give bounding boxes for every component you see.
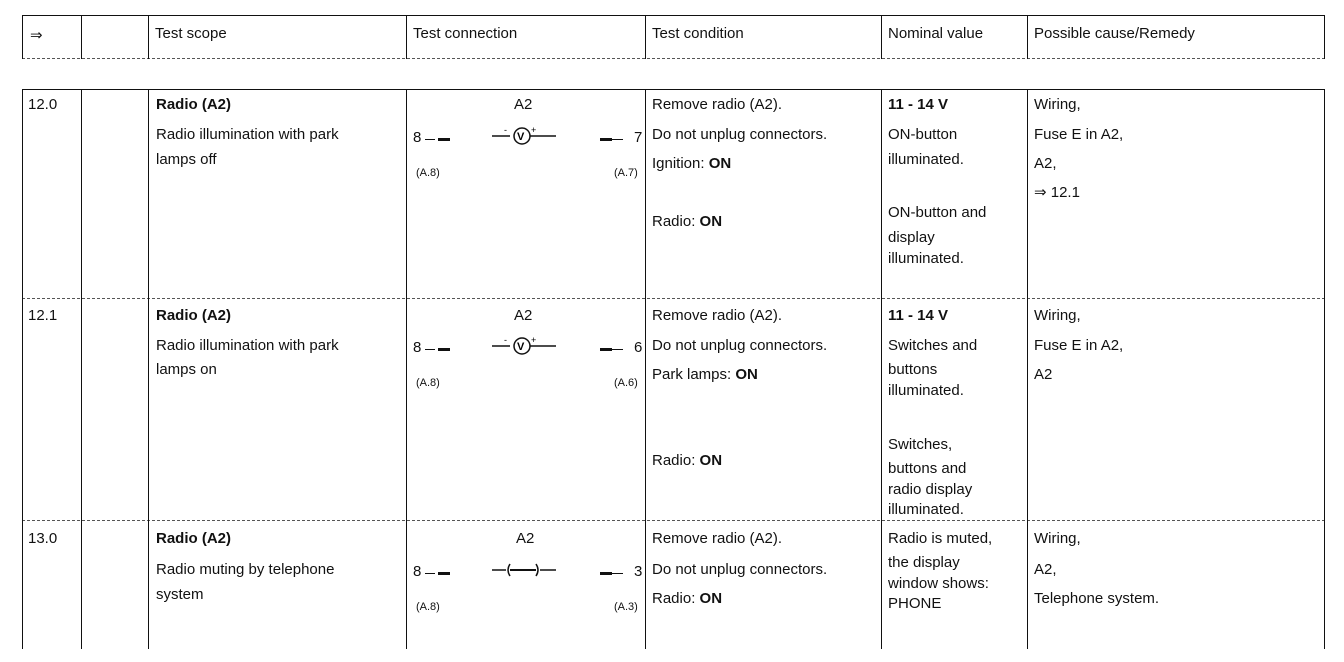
pin-left-ref: (A.8) <box>416 601 440 613</box>
pin-right-ref: (A.7) <box>614 167 638 179</box>
pin-right-icon <box>600 572 612 575</box>
meter-symbol: V <box>517 131 525 143</box>
nominal-line: buttons <box>888 361 938 378</box>
wire-right <box>612 349 623 350</box>
nominal-value: 11 - 14 V <box>888 307 949 324</box>
pin-left-icon <box>438 572 450 575</box>
pin-left: 8 <box>413 129 422 146</box>
pin-right: 7 <box>634 129 643 146</box>
header-test-connection: Test connection <box>413 25 518 42</box>
pin-right: 6 <box>634 339 643 356</box>
row-id: 13.0 <box>28 530 58 547</box>
connector-label: A2 <box>514 307 533 324</box>
cause-line: Wiring, <box>1034 307 1081 324</box>
nominal-line: illuminated. <box>888 382 964 399</box>
nominal-line: the display <box>888 554 960 571</box>
meter-symbol: V <box>517 341 525 353</box>
wire-left <box>425 139 435 140</box>
nominal-line: Radio is muted, <box>888 530 993 547</box>
condition-line: Do not unplug connectors. <box>652 126 828 143</box>
condition-line: Park lamps: ON <box>652 366 758 383</box>
header-nominal-value: Nominal value <box>888 25 984 42</box>
nominal-line: display <box>888 229 935 246</box>
pin-right-ref: (A.3) <box>614 601 638 613</box>
pin-left-ref: (A.8) <box>416 377 440 389</box>
header-arrow: ⇒ <box>30 27 43 44</box>
pin-left-ref: (A.8) <box>416 167 440 179</box>
scope-desc-line: Radio muting by telephone <box>156 561 335 578</box>
connector-label: A2 <box>516 530 535 547</box>
cause-line: Fuse E in A2, <box>1034 337 1124 354</box>
nominal-line: illuminated. <box>888 151 964 168</box>
condition-line: Remove radio (A2). <box>652 530 783 547</box>
header-possible-cause: Possible cause/Remedy <box>1034 25 1195 42</box>
nominal-line: radio display <box>888 481 973 498</box>
cause-line: Fuse E in A2, <box>1034 126 1124 143</box>
svg-text:-: - <box>504 335 507 345</box>
nominal-line: PHONE <box>888 595 942 612</box>
scope-desc-line: Radio illumination with park <box>156 337 339 354</box>
cause-line: A2 <box>1034 366 1053 383</box>
scope-desc-line: system <box>156 586 204 603</box>
condition-line: Remove radio (A2). <box>652 96 783 113</box>
nominal-line: ON-button <box>888 126 958 143</box>
wire-right <box>612 573 623 574</box>
cause-line: Telephone system. <box>1034 590 1160 607</box>
wire-right <box>612 139 623 140</box>
nominal-line: ON-button and <box>888 204 987 221</box>
cause-line: A2, <box>1034 561 1057 578</box>
cause-line: Wiring, <box>1034 530 1081 547</box>
condition-line: Ignition: ON <box>652 155 732 172</box>
nominal-line: illuminated. <box>888 501 964 518</box>
scope-desc-line: Radio illumination with park <box>156 126 339 143</box>
connector-label: A2 <box>514 96 533 113</box>
scope-title: Radio (A2) <box>156 307 231 324</box>
wire-left <box>425 349 435 350</box>
nominal-line: buttons and <box>888 460 967 477</box>
scope-title: Radio (A2) <box>156 96 231 113</box>
wire-left <box>425 573 435 574</box>
scope-title: Radio (A2) <box>156 530 231 547</box>
pin-left-icon <box>438 348 450 351</box>
svg-text:-: - <box>504 125 507 135</box>
nominal-value: 11 - 14 V <box>888 96 949 113</box>
nominal-line: window shows: <box>888 575 989 592</box>
nominal-line: Switches, <box>888 436 953 453</box>
svg-text:+: + <box>531 335 537 345</box>
header-test-scope: Test scope <box>155 25 227 42</box>
nominal-line: Switches and <box>888 337 978 354</box>
pin-left: 8 <box>413 563 422 580</box>
scope-desc-line: lamps on <box>156 361 217 378</box>
pin-right-icon <box>600 138 612 141</box>
row-id: 12.1 <box>28 307 58 324</box>
cause-line: Wiring, <box>1034 96 1081 113</box>
cause-line: ⇒ 12.1 <box>1034 184 1080 201</box>
condition-line: Do not unplug connectors. <box>652 337 828 354</box>
cause-line: A2, <box>1034 155 1057 172</box>
pin-left: 8 <box>413 339 422 356</box>
pin-right: 3 <box>634 563 643 580</box>
pin-right-icon <box>600 348 612 351</box>
header-test-condition: Test condition <box>652 25 744 42</box>
condition-line: Radio: ON <box>652 590 723 607</box>
connector-plug-icon <box>490 559 560 581</box>
condition-line: Do not unplug connectors. <box>652 561 828 578</box>
nominal-line: illuminated. <box>888 250 964 267</box>
scope-desc-line: lamps off <box>156 151 217 168</box>
pin-left-icon <box>438 138 450 141</box>
pin-right-ref: (A.6) <box>614 377 638 389</box>
condition-line: Remove radio (A2). <box>652 307 783 324</box>
row-id: 12.0 <box>28 96 58 113</box>
voltmeter-icon <box>490 335 560 357</box>
svg-text:+: + <box>531 125 537 135</box>
condition-line: Radio: ON <box>652 213 723 230</box>
voltmeter-icon <box>490 125 560 147</box>
condition-line: Radio: ON <box>652 452 723 469</box>
